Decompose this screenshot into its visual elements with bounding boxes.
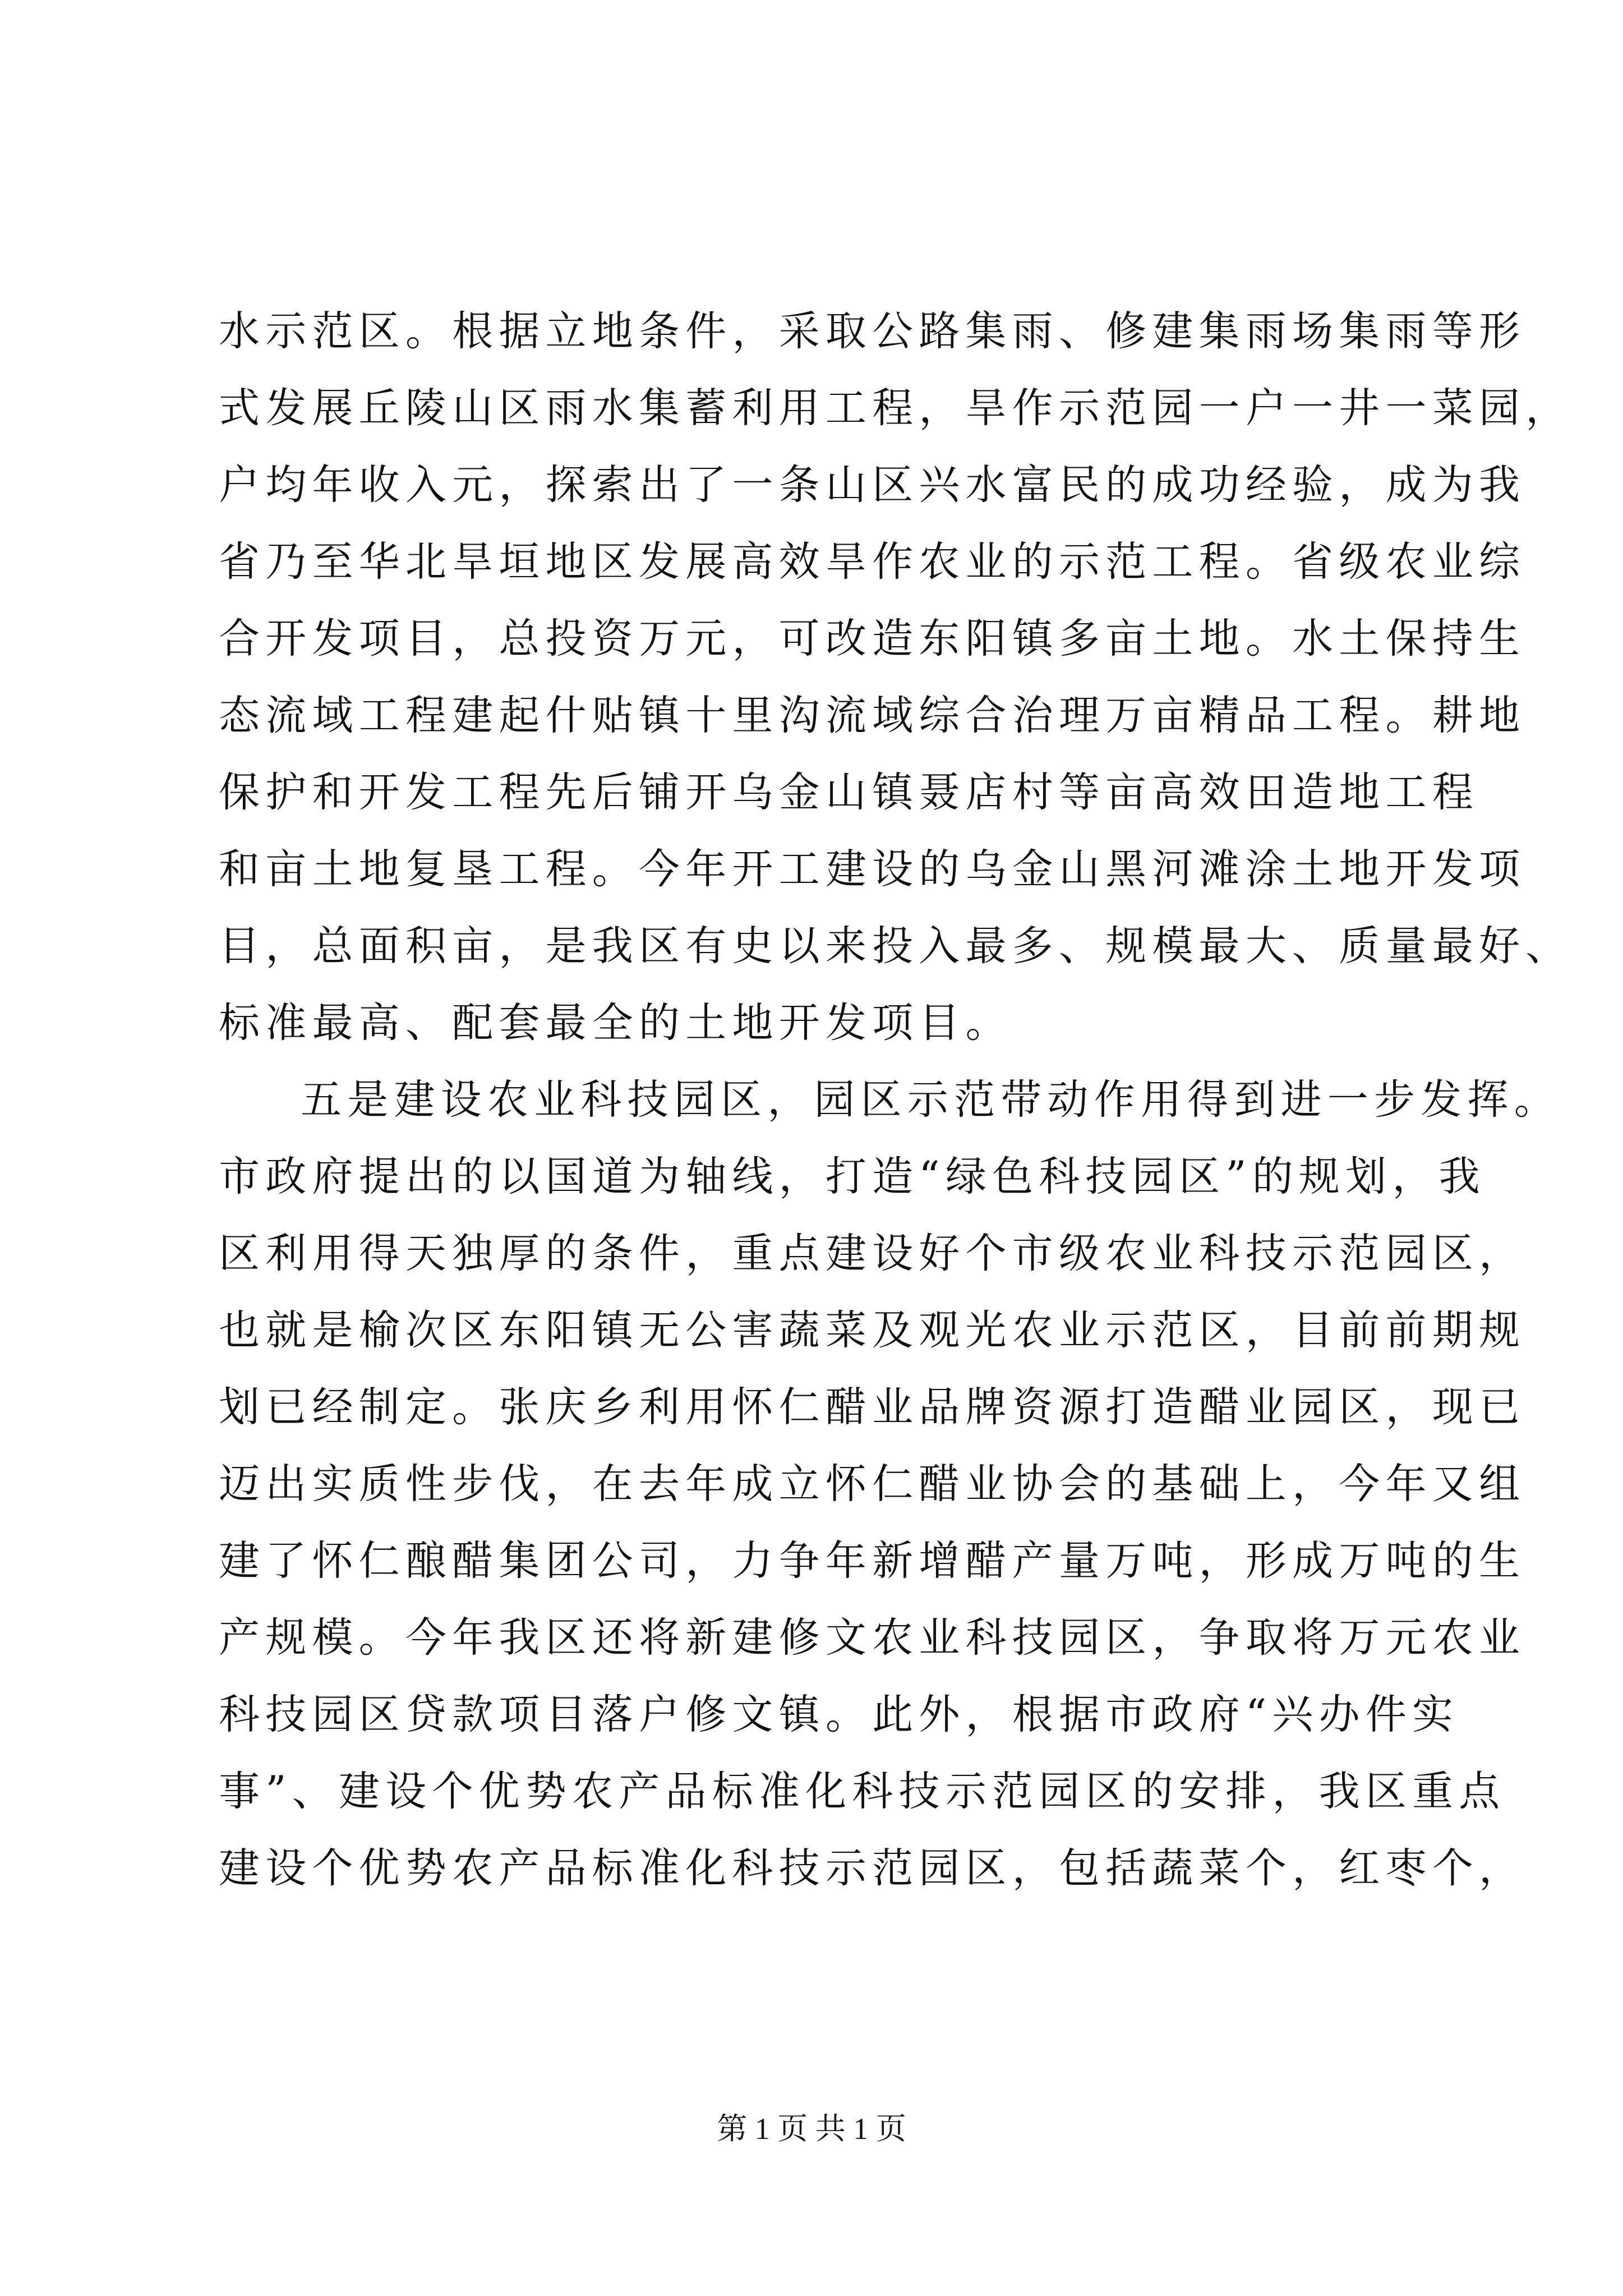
- text-line: 态流域工程建起什贴镇十里沟流域综合治理万亩精品工程。耕地: [219, 692, 1526, 739]
- text-line: 也就是榆次区东阳镇无公害蔬菜及观光农业示范区，目前前期规: [219, 1306, 1526, 1354]
- text-line: 迈出实质性步伐，在去年成立怀仁醋业协会的基础上，今年又组: [219, 1460, 1526, 1508]
- text-line: 事”、建设个优势农产品标准化科技示范园区的安排，我区重点: [219, 1768, 1506, 1815]
- text-line: 科技园区贷款项目落户修文镇。此外，根据市政府“兴办件实: [219, 1691, 1459, 1738]
- paragraph-first-line: 五是建设农业科技园区，园区示范带动作用得到进一步发挥。: [301, 1076, 1561, 1124]
- text-line: 省乃至华北旱垣地区发展高效旱作农业的示范工程。省级农业综: [219, 538, 1526, 586]
- text-line: 保护和开发工程先后铺开乌金山镇聂店村等亩高效田造地工程: [219, 769, 1479, 816]
- text-line: 和亩土地复垦工程。今年开工建设的乌金山黑河滩涂土地开发项: [219, 845, 1526, 893]
- text-line: 建设个优势农产品标准化科技示范园区，包括蔬菜个，红枣个，: [219, 1844, 1526, 1892]
- text-line: 标准最高、配套最全的土地开发项目。: [219, 999, 1012, 1047]
- text-line: 划已经制定。张庆乡利用怀仁醋业品牌资源打造醋业园区，现已: [219, 1383, 1526, 1431]
- text-line: 区利用得天独厚的条件，重点建设好个市级农业科技示范园区，: [219, 1230, 1526, 1277]
- text-line: 水示范区。根据立地条件，采取公路集雨、修建集雨场集雨等形: [219, 307, 1526, 355]
- text-line: 合开发项目，总投资万元，可改造东阳镇多亩土地。水土保持生: [219, 615, 1526, 662]
- text-line: 式发展丘陵山区雨水集蓄利用工程，旱作示范园一户一井一菜园，: [219, 384, 1573, 432]
- document-body: [219, 293, 1573, 1907]
- text-line: 目，总面积亩，是我区有史以来投入最多、规模最大、质量最好、: [219, 922, 1573, 970]
- text-line: 产规模。今年我区还将新建修文农业科技园区，争取将万元农业: [219, 1614, 1526, 1662]
- text-line: 户均年收入元，探索出了一条山区兴水富民的成功经验，成为我: [219, 461, 1526, 509]
- page-footer: 第 1 页 共 1 页: [717, 2112, 906, 2146]
- text-line: 市政府提出的以国道为轴线，打造“绿色科技园区”的规划，我: [219, 1153, 1486, 1200]
- text-line: 建了怀仁酿醋集团公司，力争年新增醋产量万吨，形成万吨的生: [219, 1537, 1526, 1585]
